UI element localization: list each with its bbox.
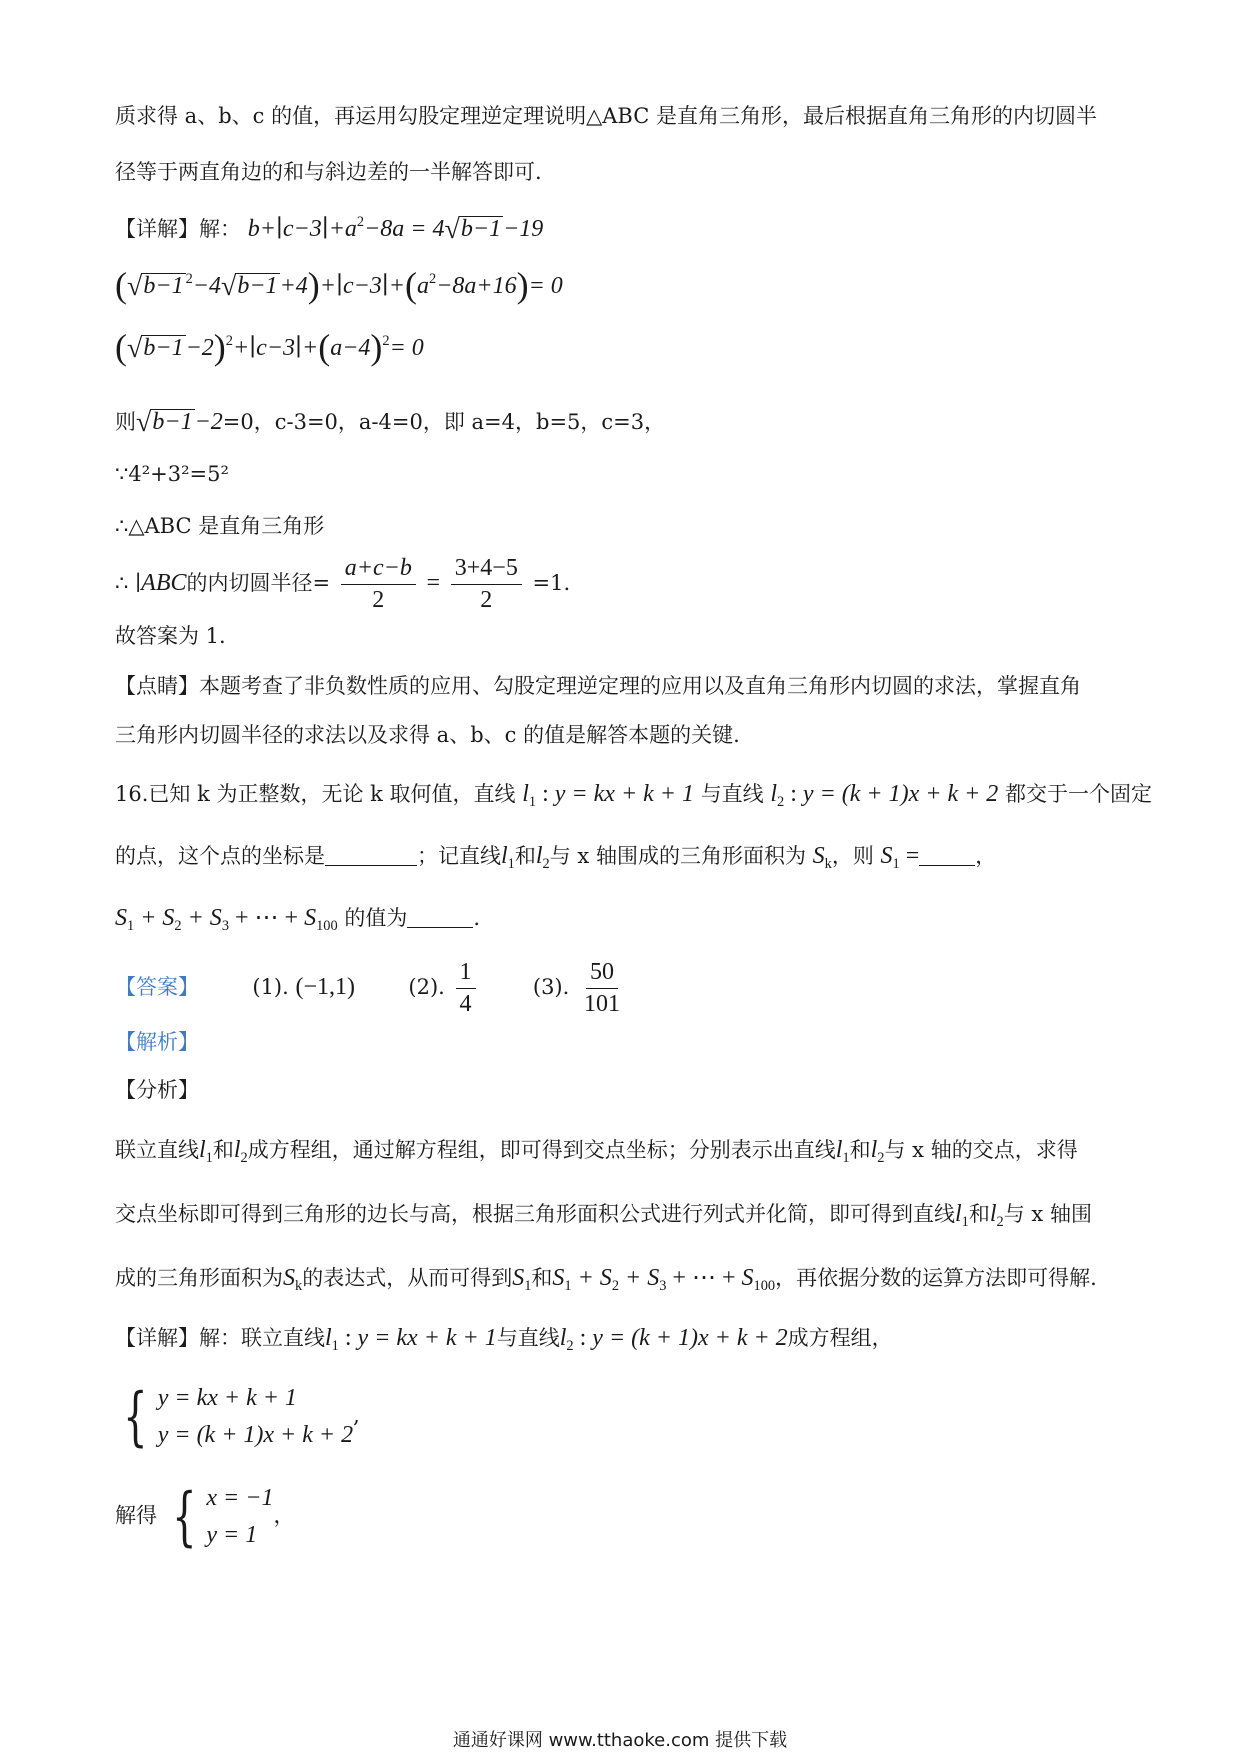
fraction: $\frac{3+4-5}{2}$ [451, 556, 522, 613]
fenxi-tag: 【分析】 [115, 1078, 199, 1102]
solution-system: 解得 { x = −1 y = 1 ， [115, 1479, 295, 1554]
detail-because: ∵4²+3²=5² [115, 462, 229, 486]
fraction: $\frac{1}{4}$ [456, 960, 476, 1017]
point-line: 【点睛】本题考查了非负数性质的应用、勾股定理逆定理的应用以及直角三角形内切圆的求法，掌握直角 [115, 674, 1081, 698]
fraction: $\frac{a+c-b}{2}$ [341, 556, 416, 613]
answer-tag: 【答案】 [115, 975, 199, 1000]
detail-then: 则√b−1−2=0，c-3=0，a-4=0，即 a=4，b=5，c=3， [115, 407, 666, 438]
analysis-tag: 【解析】 [115, 1030, 199, 1054]
point-line: 三角形内切圆半径的求法以及求得 a、b、c 的值是解答本题的关键. [115, 723, 740, 747]
paragraph-line: 质求得 a、b、c 的值，再运用勾股定理逆定理说明△ABC 是直角三角形，最后根据直角三角形的内切圆半 [115, 104, 1097, 128]
fenxi-line: 联立直线$l_1$和$l_2$成方程组，通过解方程组，即可得到交点坐标；分别表示出直线$l_1$和$l_2$与 x 轴的交点，求得 [115, 1137, 1078, 1167]
question-16: 16.已知 k 为正整数，无论 k 取何值，直线 $l_1$ : y = kx + k + 1 与直线 $l_2$ : y = (k + 1)x + k + 2 都交于一个固定 [115, 781, 1152, 811]
equation: (√b−1 $^2-4√b-1+4)+∣c-3∣+(a^2-8a+16)= 0$ [115, 265, 563, 305]
answer-row: 【答案】 (1). (−1,1) (2). $\frac{1}{4}$ (3). $\frac{50}{101}$ [115, 960, 628, 1017]
equation: $(√b-1-2)^2+∣c-3∣+(a-4)^2= 0$ [115, 327, 424, 367]
detail-tag: 【详解】解： [115, 217, 241, 241]
paragraph-line: 径等于两直角边的和与斜边差的一半解答即可. [115, 160, 542, 184]
answer-line: 故答案为 1. [115, 624, 226, 648]
detail2-line: 【详解】解：联立直线$l_1$ : y = kx + k + 1与直线$l_2$ : y = (k + 1)x + k + 2成方程组， [115, 1325, 893, 1355]
equation-system: { y = kx + k + 1 y = (k + 1)x + k + 2 , [123, 1379, 360, 1454]
blank-1[interactable] [325, 844, 417, 866]
detail-therefore: ∴△ABC 是直角三角形 [115, 514, 325, 538]
question-16-row2: 的点，这个点的坐标是 ；记直线$l_1$和$l_2$与 x 轴围成的三角形面积为 $S_k$，则 $S_1$ = ， [115, 843, 997, 873]
detail-eq1 [115, 213, 543, 247]
footer-watermark: 通通好课网 www.tthaoke.com 提供下载 [452, 1730, 788, 1751]
blank-2[interactable] [919, 844, 975, 866]
detail-eq2 [115, 264, 563, 307]
fenxi-line: 成的三角形面积为$S_k$的表达式，从而可得到$S_1$和$S_1 + S_2 + S_3$ + ⋯ + $S_{100}$，再依据分数的运算方法即可得解. [115, 1265, 1097, 1295]
fenxi-line: 交点坐标即可得到三角形的边长与高，根据三角形面积公式进行列式并化简，即可得到直线$l_1$和$l_2$与 x 轴围 [115, 1201, 1092, 1231]
detail-radius: ∴ ∣ABC的内切圆半径= $\frac{a+c-b}{2}$ = $\frac{3+4-5}{2}$ =1. [115, 555, 571, 614]
question-16-row3: $S_1 + S_2 + S_3$ + ⋯ + $S_{100}$ 的值为 . [115, 905, 481, 935]
equation: $b+∣c-3∣+a^2-8a = 4√b-1-19$ [247, 213, 544, 245]
fraction: $\frac{50}{101}$ [583, 959, 620, 1018]
detail-eq3 [115, 326, 424, 369]
blank-3[interactable] [407, 906, 473, 928]
